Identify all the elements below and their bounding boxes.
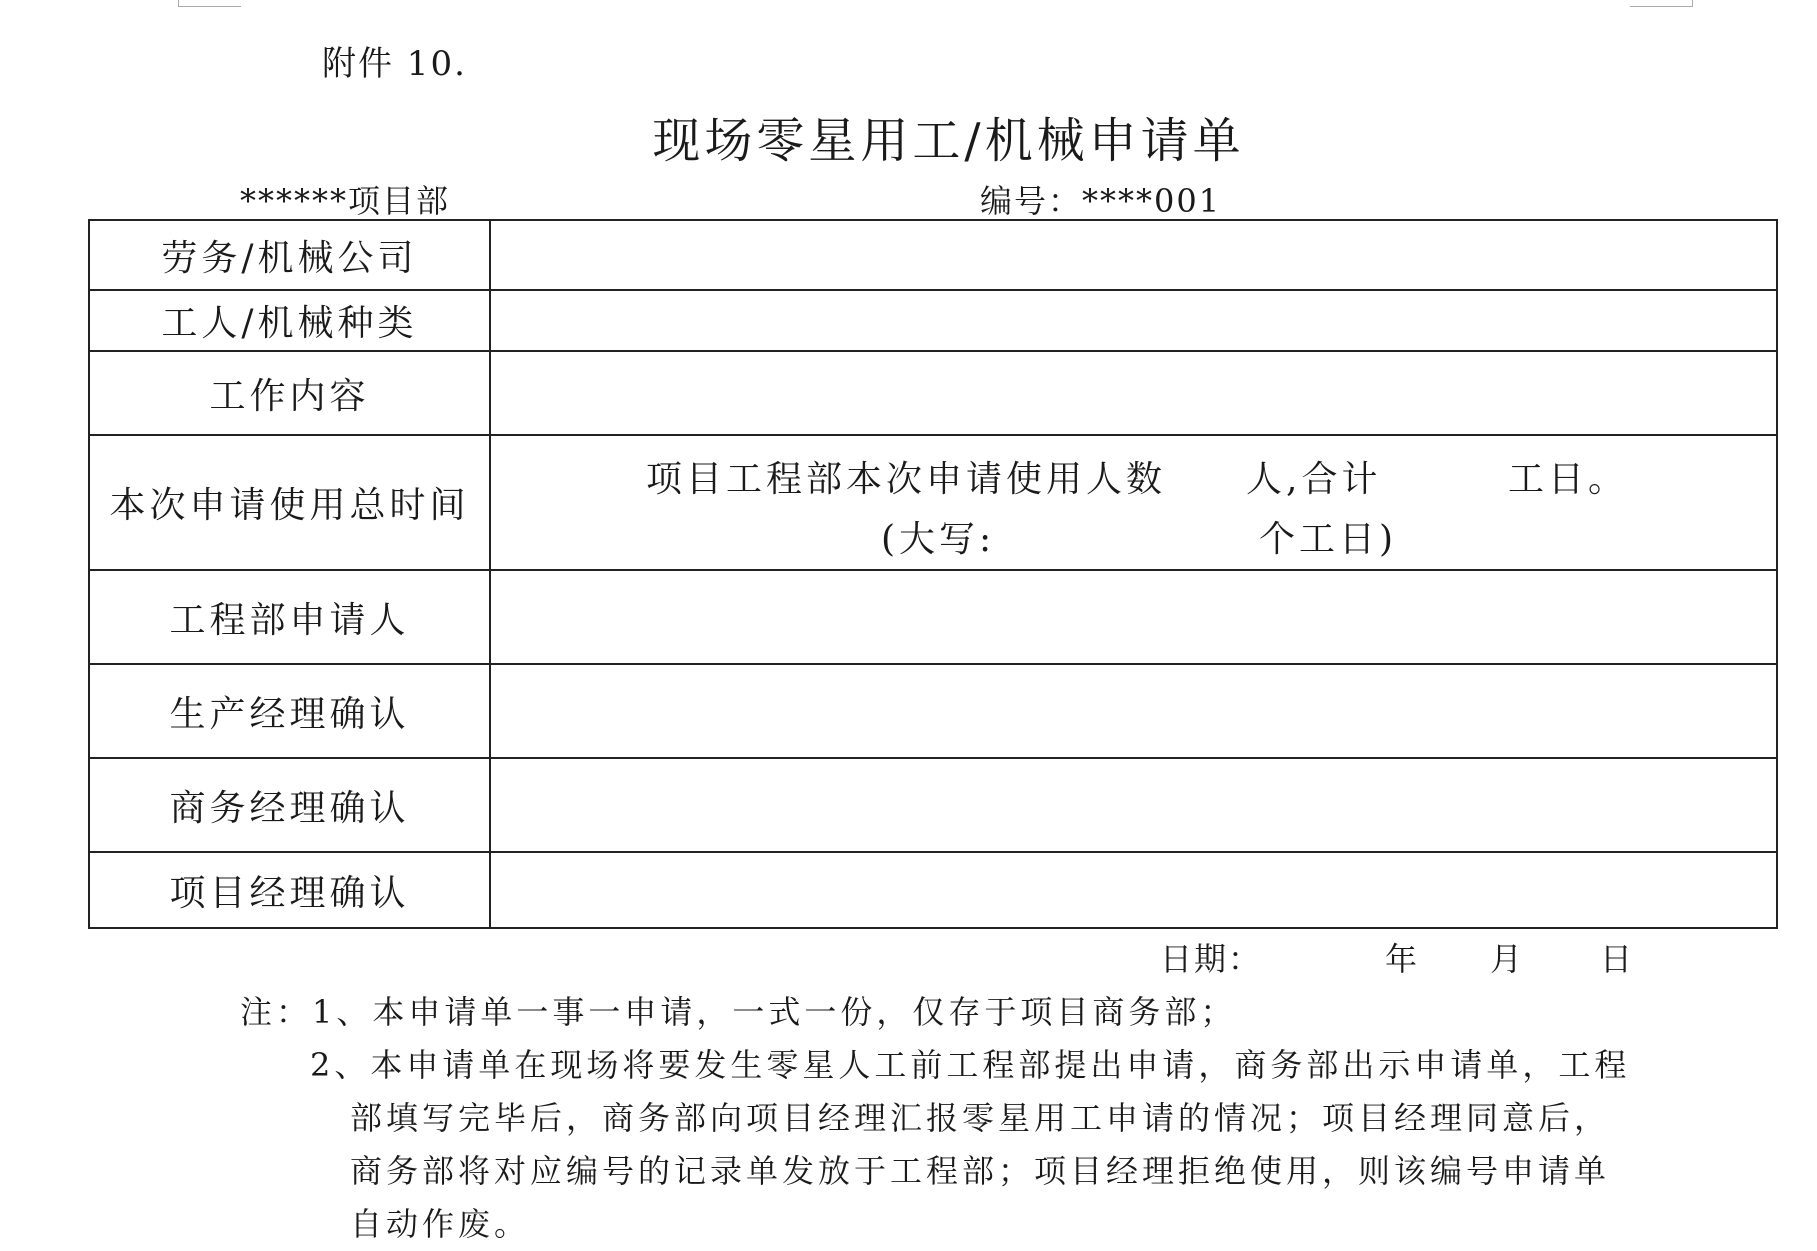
date-year: 年 (1385, 940, 1420, 978)
business-manager-field[interactable] (490, 758, 1777, 852)
total-time-field[interactable] (490, 435, 1777, 570)
form-row (89, 351, 1777, 435)
project-manager-field[interactable] (490, 852, 1777, 928)
form-row (89, 758, 1777, 852)
hours-text-workdays: 工日。 (1508, 458, 1629, 500)
department-name: ******项目部 (240, 182, 451, 220)
production-manager-field[interactable] (490, 664, 1777, 758)
date-day: 日 (1600, 940, 1635, 978)
hours-text-capital-open: (大写: (881, 518, 996, 560)
attachment-label: 附件 10. (322, 44, 467, 84)
serial-number: 编号：****001 (980, 182, 1222, 220)
company-field[interactable] (490, 220, 1777, 290)
applicant-field[interactable] (490, 570, 1777, 664)
work-content-field[interactable] (490, 351, 1777, 435)
row-label-project-manager: 项目经理确认 (89, 852, 490, 928)
form-row (89, 220, 1777, 290)
row-label-business-manager: 商务经理确认 (89, 758, 490, 852)
page-title: 现场零星用工/机械申请单 (652, 113, 1245, 169)
row-label-company: 劳务/机械公司 (89, 220, 490, 290)
date-label: 日期： (1160, 940, 1263, 978)
application-form-table (88, 219, 1778, 929)
crop-mark-left (178, 0, 241, 7)
hours-text-headcount: 项目工程部本次申请使用人数 (646, 458, 1167, 500)
form-row (89, 852, 1777, 928)
hours-line-1 (491, 443, 1776, 503)
form-row (89, 435, 1777, 570)
form-row (89, 664, 1777, 758)
crop-mark-right (1630, 0, 1693, 7)
note-2: 2、本申请单在现场将要发生零星人工前工程部提出申请，商务部出示申请单，工程部填写完毕后，商务部向项目经理汇报零星用工申请的情况；项目经理同意后，商务部将对应编号的记录单发放于工程部；项目经理拒绝使用，则该编号申请单自动作废。 (310, 1046, 1631, 1243)
worker-type-field[interactable] (490, 290, 1777, 351)
row-label-production-manager: 生产经理确认 (89, 664, 490, 758)
hours-text-capital-close: 个工日) (1259, 518, 1398, 560)
row-label-worker-type: 工人/机械种类 (89, 290, 490, 351)
row-label-applicant: 工程部申请人 (89, 570, 490, 664)
form-row (89, 290, 1777, 351)
row-label-total-time: 本次申请使用总时间 (89, 435, 490, 570)
hours-line-2 (491, 503, 1776, 563)
row-label-work-content: 工作内容 (89, 351, 490, 435)
hours-text-total: 人,合计 (1246, 458, 1382, 500)
notes-section (240, 986, 1640, 1251)
note-1: 注：1、本申请单一事一申请，一式一份，仅存于项目商务部； (240, 993, 1237, 1031)
date-month: 月 (1490, 940, 1525, 978)
form-row (89, 570, 1777, 664)
